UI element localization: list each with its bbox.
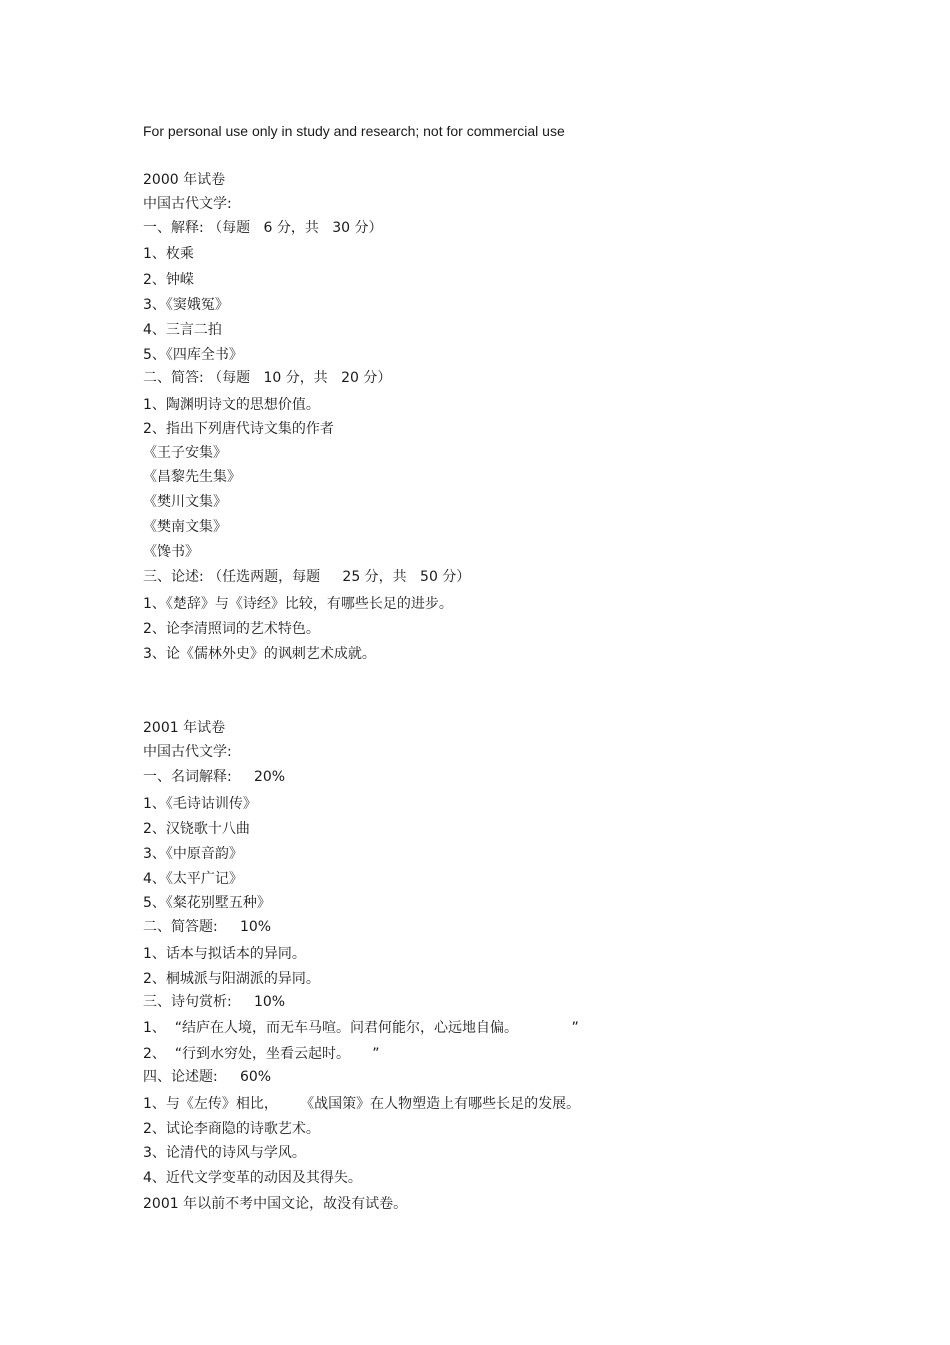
exam-2001-section-4-heading: 四、论述题: 60% — [143, 1069, 272, 1085]
exam-2000-s3-item: 1、《楚辞》与《诗经》比较，有哪些长足的进步。 — [143, 596, 453, 612]
exam-2001-footnote: 2001 年以前不考中国文论，故没有试卷。 — [143, 1196, 408, 1212]
exam-2001-s4-item: 2、试论李商隐的诗歌艺术。 — [143, 1121, 320, 1137]
exam-2000-section-1-heading: 一、解释: （每题 6 分，共 30 分） — [143, 220, 383, 236]
exam-2001-s4-item: 1、与《左传》相比， 《战国策》在人物塑造上有哪些长足的发展。 — [143, 1096, 581, 1112]
exam-2000-s2-item: 1、陶渊明诗文的思想价值。 — [143, 397, 320, 413]
exam-2001-s3-item: 2、 “行到水穷处，坐看云起时。 ” — [143, 1046, 380, 1062]
exam-2000-s2-book: 《王子安集》 — [143, 445, 227, 461]
exam-2001-s1-item: 2、汉铙歌十八曲 — [143, 821, 250, 837]
exam-2000-s2-book: 《樊南文集》 — [143, 519, 227, 535]
exam-2001-s2-item: 1、话本与拟话本的异同。 — [143, 946, 306, 962]
exam-2001-s1-item: 4、《太平广记》 — [143, 871, 243, 887]
exam-2000-s1-item: 3、《窦娥冤》 — [143, 297, 229, 313]
exam-2001-section-3-heading: 三、诗句赏析: 10% — [143, 994, 286, 1010]
exam-2001-title: 2001 年试卷 — [143, 720, 226, 736]
exam-2000-s1-item: 2、钟嵘 — [143, 272, 194, 288]
exam-2000-section-3-heading: 三、论述: （任选两题，每题 25 分，共 50 分） — [143, 569, 471, 585]
usage-notice: For personal use only in study and research; not for commercial use — [143, 123, 565, 139]
exam-2000-s1-item: 5、《四库全书》 — [143, 347, 243, 363]
exam-2000-title: 2000 年试卷 — [143, 172, 226, 188]
exam-2000-subject: 中国古代文学: — [143, 196, 232, 212]
exam-2000-s2-book: 《馋书》 — [143, 544, 199, 560]
exam-2000-s2-book: 《昌黎先生集》 — [143, 469, 241, 485]
exam-2001-s1-item: 5、《粲花别墅五种》 — [143, 895, 271, 911]
exam-2000-s1-item: 4、三言二拍 — [143, 322, 222, 338]
exam-2000-s2-book: 《樊川文集》 — [143, 494, 227, 510]
exam-2001-s1-item: 3、《中原音韵》 — [143, 846, 243, 862]
exam-2001-section-2-heading: 二、简答题: 10% — [143, 919, 272, 935]
exam-2000-s1-item: 1、枚乘 — [143, 246, 194, 262]
exam-2000-s3-item: 3、论《儒林外史》的讽刺艺术成就。 — [143, 646, 376, 662]
exam-2000-s2-item: 2、指出下列唐代诗文集的作者 — [143, 421, 334, 437]
exam-2000-s3-item: 2、论李清照词的艺术特色。 — [143, 621, 320, 637]
exam-2000-section-2-heading: 二、简答: （每题 10 分，共 20 分） — [143, 370, 392, 386]
exam-2001-s2-item: 2、桐城派与阳湖派的异同。 — [143, 971, 320, 987]
exam-2001-section-1-heading: 一、名词解释: 20% — [143, 769, 286, 785]
exam-2001-s1-item: 1、《毛诗诂训传》 — [143, 796, 257, 812]
exam-2001-s4-item: 3、论清代的诗风与学风。 — [143, 1145, 306, 1161]
exam-2001-subject: 中国古代文学: — [143, 744, 232, 760]
exam-2001-s3-item: 1、 “结庐在人境，而无车马喧。问君何能尔，心远地自偏。 ” — [143, 1020, 579, 1036]
exam-2001-s4-item: 4、近代文学变革的动因及其得失。 — [143, 1170, 362, 1186]
